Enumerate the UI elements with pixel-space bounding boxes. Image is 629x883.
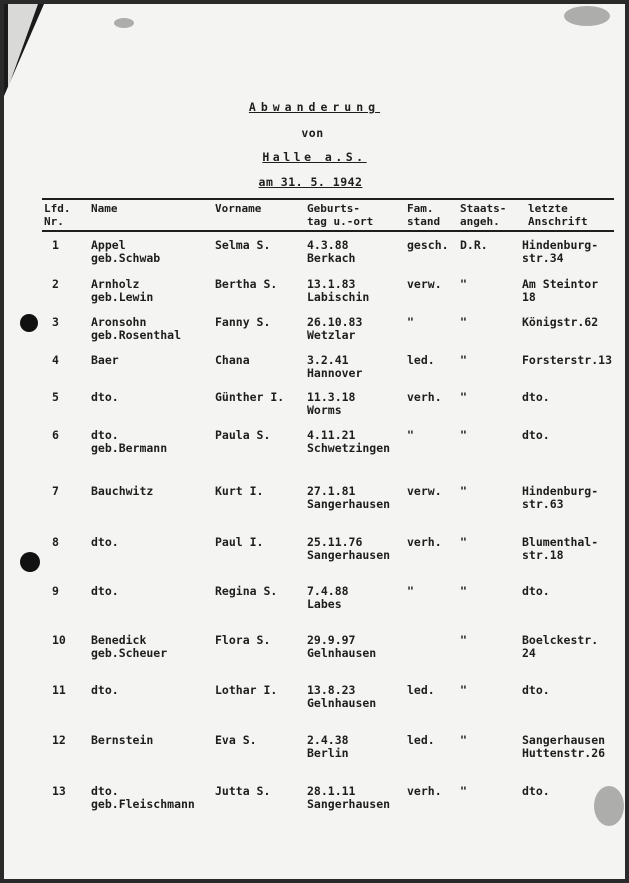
row-anschrift: dto. bbox=[522, 683, 550, 697]
row-name: Benedick geb.Scheuer bbox=[91, 633, 168, 660]
ink-blot bbox=[20, 314, 38, 332]
document-city: Halle a.S. bbox=[262, 150, 367, 164]
row-vorname: Eva S. bbox=[215, 733, 257, 747]
row-vorname: Bertha S. bbox=[215, 277, 278, 291]
row-number: 5 bbox=[52, 390, 59, 404]
folded-corner-highlight bbox=[8, 4, 38, 88]
row-famstand: led. bbox=[407, 683, 435, 697]
row-geburt: 3.2.41 Hannover bbox=[307, 353, 363, 380]
column-header-name: Name bbox=[91, 202, 118, 215]
row-number: 13 bbox=[52, 784, 66, 798]
row-staatsangehoerigkeit: " bbox=[460, 315, 467, 329]
row-geburt: 13.1.83 Labischin bbox=[307, 277, 370, 304]
row-name: dto. geb.Fleischmann bbox=[91, 784, 195, 811]
row-famstand: gesch. bbox=[407, 238, 449, 252]
row-famstand: verw. bbox=[407, 277, 442, 291]
row-geburt: 4.3.88 Berkach bbox=[307, 238, 356, 265]
row-name: dto. bbox=[91, 683, 119, 697]
row-staatsangehoerigkeit: " bbox=[460, 390, 467, 404]
row-anschrift: dto. bbox=[522, 390, 550, 404]
row-vorname: Selma S. bbox=[215, 238, 271, 252]
row-staatsangehoerigkeit: " bbox=[460, 683, 467, 697]
table-top-rule bbox=[42, 198, 614, 200]
row-number: 11 bbox=[52, 683, 66, 697]
column-header-famstand: Fam. stand bbox=[407, 202, 441, 228]
row-name: Bernstein bbox=[91, 733, 154, 747]
row-anschrift: Forsterstr.13 bbox=[522, 353, 613, 367]
row-number: 2 bbox=[52, 277, 59, 291]
paper-stain bbox=[594, 786, 624, 826]
row-famstand: verh. bbox=[407, 535, 442, 549]
ink-blot bbox=[20, 552, 40, 572]
paper-stain bbox=[564, 6, 610, 26]
row-anschrift: Am Steintor 18 bbox=[522, 277, 599, 304]
row-geburt: 4.11.21 Schwetzingen bbox=[307, 428, 391, 455]
row-famstand: " bbox=[407, 428, 414, 442]
document-von: von bbox=[301, 126, 324, 140]
row-anschrift: Königstr.62 bbox=[522, 315, 599, 329]
column-header-nr: Lfd. Nr. bbox=[44, 202, 71, 228]
row-name: Arnholz geb.Lewin bbox=[91, 277, 154, 304]
row-famstand: " bbox=[407, 315, 414, 329]
row-staatsangehoerigkeit: " bbox=[460, 428, 467, 442]
row-name: Aronsohn geb.Rosenthal bbox=[91, 315, 182, 342]
row-vorname: Günther I. bbox=[215, 390, 285, 404]
row-vorname: Jutta S. bbox=[215, 784, 271, 798]
row-staatsangehoerigkeit: D.R. bbox=[460, 238, 488, 252]
column-header-geburt: Geburts- tag u.-ort bbox=[307, 202, 374, 228]
row-number: 6 bbox=[52, 428, 59, 442]
column-header-vorname: Vorname bbox=[215, 202, 262, 215]
row-famstand: verh. bbox=[407, 390, 442, 404]
row-anschrift: Sangerhausen Huttenstr.26 bbox=[522, 733, 606, 760]
row-anschrift: Boelckestr. 24 bbox=[522, 633, 599, 660]
row-number: 3 bbox=[52, 315, 59, 329]
row-geburt: 11.3.18 Worms bbox=[307, 390, 356, 417]
row-vorname: Lothar I. bbox=[215, 683, 278, 697]
column-header-anschrift: letzte Anschrift bbox=[528, 202, 588, 228]
row-vorname: Kurt I. bbox=[215, 484, 264, 498]
row-famstand: led. bbox=[407, 733, 435, 747]
row-number: 7 bbox=[52, 484, 59, 498]
row-geburt: 28.1.11 Sangerhausen bbox=[307, 784, 391, 811]
row-name: Appel geb.Schwab bbox=[91, 238, 161, 265]
row-vorname: Regina S. bbox=[215, 584, 278, 598]
column-header-staat: Staats- angeh. bbox=[460, 202, 507, 228]
row-number: 12 bbox=[52, 733, 66, 747]
row-famstand: verw. bbox=[407, 484, 442, 498]
row-name: dto. bbox=[91, 390, 119, 404]
row-anschrift: dto. bbox=[522, 784, 550, 798]
row-geburt: 27.1.81 Sangerhausen bbox=[307, 484, 391, 511]
row-geburt: 25.11.76 Sangerhausen bbox=[307, 535, 391, 562]
row-number: 4 bbox=[52, 353, 59, 367]
row-anschrift: dto. bbox=[522, 428, 550, 442]
row-staatsangehoerigkeit: " bbox=[460, 353, 467, 367]
row-number: 10 bbox=[52, 633, 66, 647]
row-name: Bauchwitz bbox=[91, 484, 154, 498]
row-vorname: Chana bbox=[215, 353, 250, 367]
document-date: am 31. 5. 1942 bbox=[258, 175, 363, 189]
row-staatsangehoerigkeit: " bbox=[460, 484, 467, 498]
document-title: Abwanderung bbox=[248, 100, 381, 114]
row-geburt: 29.9.97 Gelnhausen bbox=[307, 633, 377, 660]
row-anschrift: Blumenthal- str.18 bbox=[522, 535, 599, 562]
row-geburt: 7.4.88 Labes bbox=[307, 584, 349, 611]
row-name: Baer bbox=[91, 353, 119, 367]
row-name: dto. bbox=[91, 535, 119, 549]
paper-stain bbox=[114, 18, 134, 28]
row-famstand: " bbox=[407, 584, 414, 598]
row-staatsangehoerigkeit: " bbox=[460, 784, 467, 798]
row-famstand: led. bbox=[407, 353, 435, 367]
row-staatsangehoerigkeit: " bbox=[460, 277, 467, 291]
row-vorname: Fanny S. bbox=[215, 315, 271, 329]
row-anschrift: Hindenburg- str.34 bbox=[522, 238, 599, 265]
row-geburt: 13.8.23 Gelnhausen bbox=[307, 683, 377, 710]
row-vorname: Paula S. bbox=[215, 428, 271, 442]
row-staatsangehoerigkeit: " bbox=[460, 633, 467, 647]
row-staatsangehoerigkeit: " bbox=[460, 584, 467, 598]
row-vorname: Paul I. bbox=[215, 535, 264, 549]
row-anschrift: dto. bbox=[522, 584, 550, 598]
row-anschrift: Hindenburg- str.63 bbox=[522, 484, 599, 511]
row-geburt: 2.4.38 Berlin bbox=[307, 733, 349, 760]
row-number: 8 bbox=[52, 535, 59, 549]
row-famstand: verh. bbox=[407, 784, 442, 798]
table-header-rule bbox=[42, 230, 614, 232]
row-number: 9 bbox=[52, 584, 59, 598]
row-staatsangehoerigkeit: " bbox=[460, 733, 467, 747]
row-number: 1 bbox=[52, 238, 59, 252]
row-geburt: 26.10.83 Wetzlar bbox=[307, 315, 363, 342]
row-vorname: Flora S. bbox=[215, 633, 271, 647]
row-name: dto. geb.Bermann bbox=[91, 428, 168, 455]
row-name: dto. bbox=[91, 584, 119, 598]
row-staatsangehoerigkeit: " bbox=[460, 535, 467, 549]
document-page bbox=[4, 4, 625, 879]
